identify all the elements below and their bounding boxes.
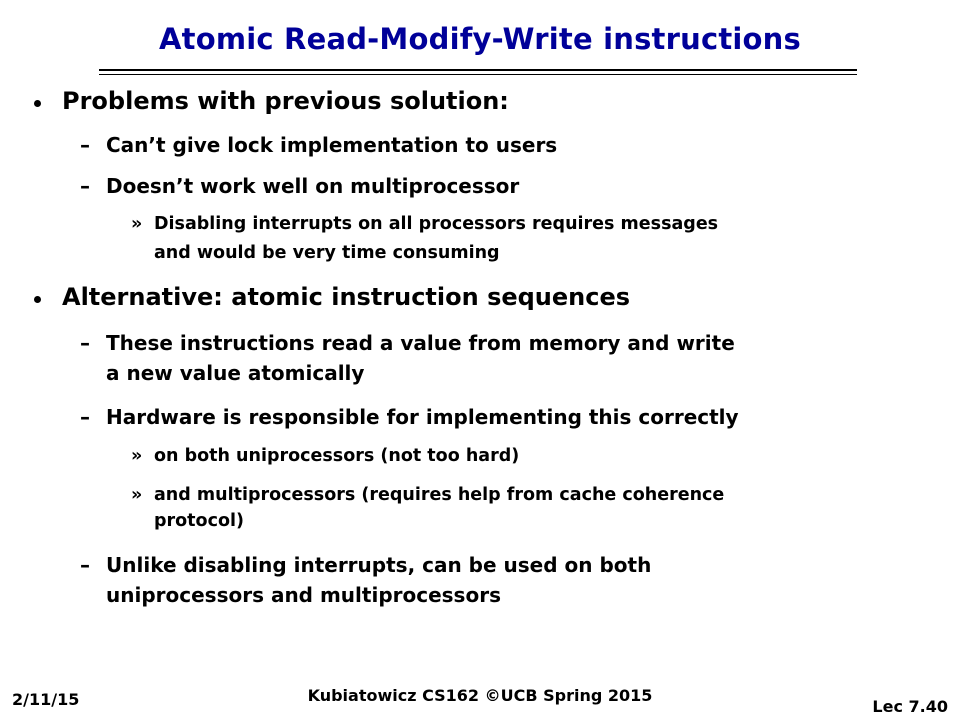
footer-date: 2/11/15	[12, 690, 80, 709]
sub-sub-bullet-disabling-interrupts-line2: and would be very time consuming	[154, 243, 500, 263]
sub-bullet-read-value-line2: a new value atomically	[106, 361, 365, 385]
sub-bullet-unlike-disabling-line1: Unlike disabling interrupts, can be used on both	[106, 553, 652, 577]
sub-bullet-lock-implementation: Can’t give lock implementation to users	[106, 133, 558, 157]
dash-icon: –	[80, 405, 90, 429]
bullet-icon	[34, 296, 41, 303]
sub-sub-bullet-disabling-interrupts-line1: Disabling interrupts on all processors requires messages	[154, 214, 719, 234]
title-divider-bottom	[99, 74, 857, 75]
guillemet-icon: »	[131, 485, 143, 505]
bullet-alternative: Alternative: atomic instruction sequences	[62, 283, 631, 311]
sub-sub-bullet-multiprocessors-line1: and multiprocessors (requires help from cache coherence	[154, 485, 725, 505]
footer-lecture: Lec 7.40	[872, 697, 948, 716]
dash-icon: –	[80, 331, 90, 355]
sub-bullet-hardware: Hardware is responsible for implementing this correctly	[106, 405, 739, 429]
sub-sub-bullet-multiprocessors-line2: protocol)	[154, 511, 244, 531]
sub-bullet-unlike-disabling-line2: uniprocessors and multiprocessors	[106, 583, 501, 607]
bullet-problems: Problems with previous solution:	[62, 87, 509, 115]
bullet-icon	[34, 100, 41, 107]
sub-bullet-read-value-line1: These instructions read a value from memory and write	[106, 331, 735, 355]
guillemet-icon: »	[131, 214, 143, 234]
sub-sub-bullet-uniprocessors: on both uniprocessors (not too hard)	[154, 446, 520, 466]
sub-bullet-multiprocessor: Doesn’t work well on multiprocessor	[106, 174, 520, 198]
dash-icon: –	[80, 133, 90, 157]
title-divider-top	[99, 69, 857, 71]
footer-course: Kubiatowicz CS162 ©UCB Spring 2015	[307, 686, 653, 705]
slide-title: Atomic Read-Modify-Write instructions	[158, 22, 801, 56]
dash-icon: –	[80, 174, 90, 198]
guillemet-icon: »	[131, 446, 143, 466]
dash-icon: –	[80, 553, 90, 577]
